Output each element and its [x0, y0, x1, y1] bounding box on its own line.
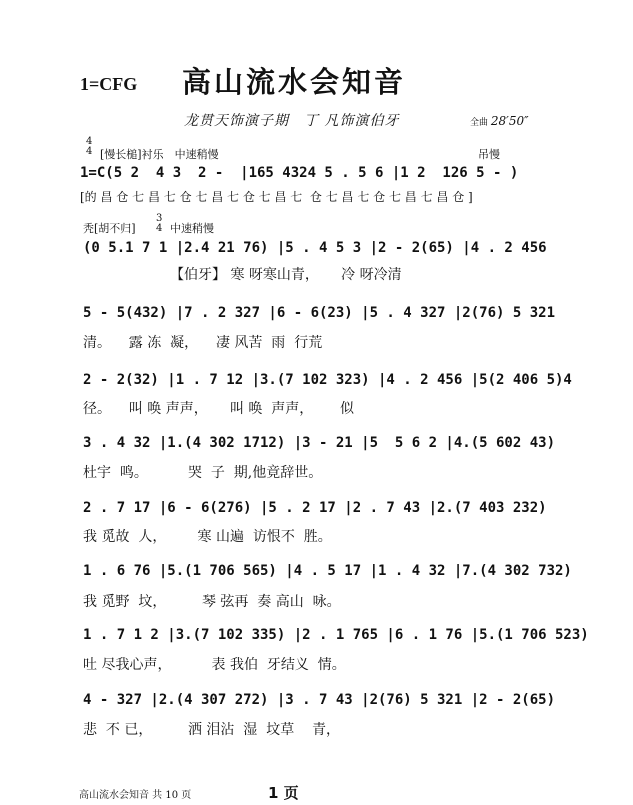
- time-sig-bottom: 4: [86, 146, 93, 157]
- lyric-row-6: 我 觅野 坟， 琴 弦再 奏 高山 咏。: [83, 594, 341, 610]
- cast-credits: 龙贯天饰演子期 丁 凡饰演伯牙: [184, 113, 400, 129]
- time-sig-top: 3: [156, 213, 163, 224]
- marking-right: 吊慢: [478, 148, 500, 161]
- notation-row-6: 1 . 6 76 |5.(1 706 565) |4 . 5 17 |1 . 4 32 |7.(4 302 732): [83, 563, 572, 579]
- key-signature: 1=CFG: [80, 74, 138, 94]
- notation-row-7: 1 . 7 1 2 |3.(7 102 335) |2 . 1 765 |6 . 1 76 |5.(1 706 523): [83, 627, 589, 643]
- lyric-row-8: 悲 不 已， 洒 泪沾 湿 坟草 青，: [83, 722, 341, 738]
- duration-value: 28′50″: [490, 114, 529, 128]
- time-sig-bottom: 4: [156, 223, 163, 234]
- tempo-marking-1: [慢长槌]衬乐 中速稍慢: [100, 148, 219, 161]
- notation-row-4: 3 . 4 32 |1.(4 302 1712) |3 - 21 |5 5 6 2 |4.(5 602 43): [83, 435, 556, 451]
- notation-row-2: 5 - 5(432) |7 . 2 327 |6 - 6(23) |5 . 4 327 |2(76) 5 321: [83, 305, 556, 321]
- duration-label: [470, 114, 529, 128]
- footer-caption: 高山流水会知音 共 10 页: [79, 790, 192, 801]
- lyric-row-1: 【伯牙】 寒 呀寒山青， 冷 呀冷清: [170, 267, 402, 283]
- lyric-row-5: 我 觅故 人， 寒 山遍 访恨不 胜。: [83, 529, 332, 545]
- time-signature-2: [156, 214, 162, 234]
- notation-row-3: 2 - 2(32) |1 . 7 12 |3.(7 102 323) |4 . 2 456 |5(2 406 5)4: [83, 372, 572, 388]
- notation-row-1: (0 5.1 7 1 |2.4 21 76) |5 . 4 5 3 |2 - 2(65) |4 . 2 456: [83, 240, 547, 256]
- time-sig-top: 4: [86, 136, 93, 147]
- percussion-row: [的 昌 仓 七 昌 七 仓 七 昌 七 仓 七 昌 七 仓 七 昌 七 仓 七 昌 七 昌 仓 ]: [80, 190, 473, 204]
- lyric-row-2: 清。 露 冻 凝， 凄 风苦 雨 行荒: [83, 335, 323, 351]
- duration-prefix: 全曲: [470, 118, 489, 128]
- time-signature-1: [86, 137, 92, 157]
- notation-row-5: 2 . 7 17 |6 - 6(276) |5 . 2 17 |2 . 7 43 |2.(7 403 232): [83, 500, 547, 516]
- lyric-row-4: 杜宇 鸣。 哭 子 期,他竟辞世。: [83, 465, 323, 481]
- tempo-marking-2: 中速稍慢: [170, 222, 214, 235]
- page-title: 高山流水会知音: [182, 65, 407, 99]
- page-number: 1 页: [268, 784, 299, 802]
- lyric-row-7: 吐 尽我心声， 表 我伯 牙结义 情。: [83, 657, 346, 673]
- lyric-row-3: 径。 叫 唤 声声， 叫 唤 声声， 似: [83, 401, 355, 417]
- notation-row-0: 1=C(5 2 4 3 2 - |165 4324 5 . 5 6 |1 2 126 5 - ): [80, 165, 519, 181]
- tune-name: 秃[胡不归]: [83, 222, 136, 235]
- notation-row-8: 4 - 327 |2.(4 307 272) |3 . 7 43 |2(76) 5 321 |2 - 2(65): [83, 692, 556, 708]
